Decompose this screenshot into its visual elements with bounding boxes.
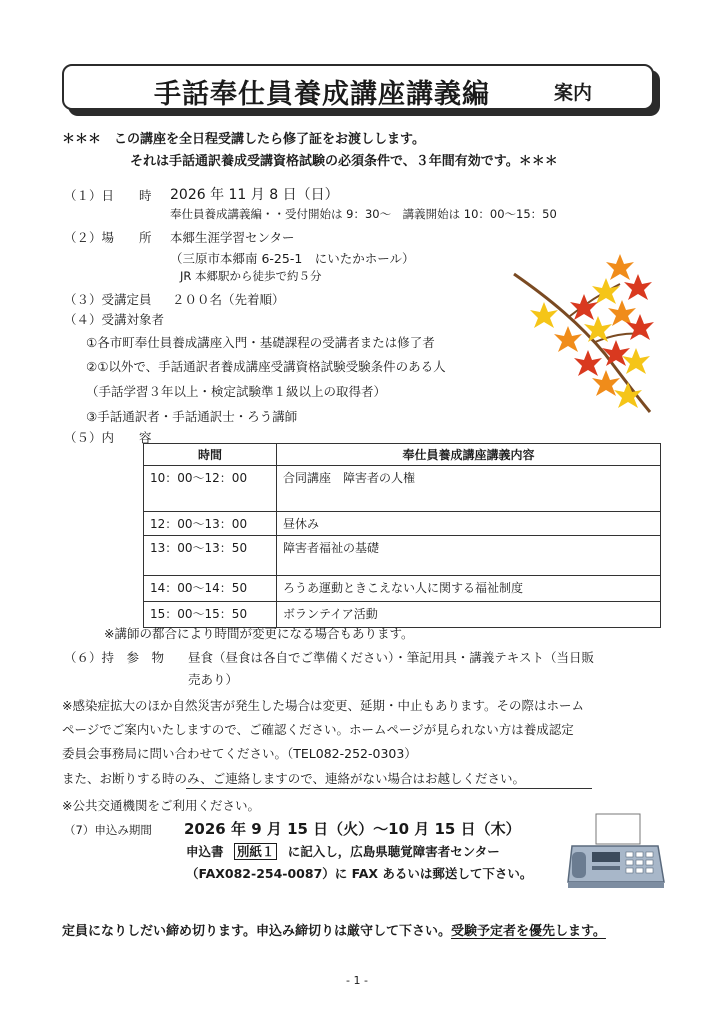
belongings-line-2: 売あり） [188,672,239,687]
fax-base [568,882,664,888]
application-line-2 [186,842,500,860]
place-label: （２）場 所 [64,230,152,245]
schedule-content: 障害者福祉の基礎 [277,536,661,576]
schedule-header-row [144,444,661,466]
table-row [144,466,661,512]
page-subtitle: 案内 [554,82,593,104]
schedule-header-content: 奉仕員養成講座講義内容 [277,444,661,466]
fax-keypad [626,852,653,873]
schedule-table [143,443,661,628]
application-label: （7）申込み期間 [64,823,152,837]
fax-paper [596,814,640,844]
fax-machine-illustration [566,812,666,892]
remarks-line-4: また、お断りする時のみ、ご連絡しますので、連絡がない場合はお越しください。 [62,771,526,786]
notice-line-2: それは手話通訳養成受講資格試験の必須条件で、３年間有効です。＊＊＊ [130,154,558,169]
schedule-time: 10：00～12：00 [144,466,277,512]
belongings-line-1: 昼食（昼食は各自でご準備ください）・筆記用具・講義テキスト（当日販 [188,650,595,665]
target-line-1: ①各市町奉仕員養成講座入門・基礎課程の受講者または修了者 [86,335,435,350]
place-value: 本郷生涯学習センター [170,230,295,245]
title-box [62,64,654,110]
place-address: （三原市本郷南 6-25-1 にいたかホール） [170,251,415,266]
place-access: JR 本郷駅から徒歩で約５分 [180,269,322,283]
schedule-time: 13：00～13：50 [144,536,277,576]
schedule-time: 12：00～13：00 [144,512,277,536]
schedule-content: 昼休み [277,512,661,536]
date-label: （１）日 時 [64,188,152,203]
fax-display [592,852,620,862]
remarks-line-1: ※感染症拡大のほか自然災害が発生した場合は変更、延期・中止もあります。その際はホーム [62,698,584,713]
content-label: （５）内 容 [64,430,152,445]
schedule-time: 14：00～14：50 [144,576,277,602]
schedule-content: ろうあ運動ときこえない人に関する福祉制度 [277,576,661,602]
remarks-line-5: ※公共交通機関をご利用ください。 [62,798,260,813]
remarks-line-3: 委員会事務局に問い合わせてください。（TEL082-252-0303） [62,746,417,761]
capacity-value: ２００名（先着順） [172,292,285,307]
application-period: 2026 年 9 月 15 日（火）～10 月 15 日（木） [184,820,521,838]
footer-notice [62,920,606,939]
remarks-underline [186,788,592,789]
table-row [144,512,661,536]
page-title: 手話奉仕員養成講座講義編 [154,79,490,110]
schedule-time: 15：00～15：50 [144,602,277,628]
capacity-label: （３）受講定員 [64,292,152,307]
belongings-label: （６）持 参 物 [64,650,165,665]
target-line-4: ③手話通訳者・手話通訳士・ろう講師 [86,409,298,424]
application-form-post: に記入し，広島県聴覚障害者センター [287,844,500,859]
leaf-cluster [530,254,654,408]
footer-priority-text: 受験予定者を優先します。 [450,924,606,939]
footer-text: 定員になりしだい締め切ります。申込み締切りは厳守して下さい。 [62,924,451,939]
application-form-ref: 別紙１ [234,843,278,860]
schedule-note: ※講師の都合により時間が変更になる場合もあります。 [104,626,414,641]
schedule-content: ボランテイア活動 [277,602,661,628]
table-row [144,536,661,576]
fax-handset [572,852,586,878]
notice-line-1: ＊＊＊ この講座を全日程受講したら修了証をお渡しします。 [62,132,425,147]
application-line-3: （FAX082-254-0087）に FAX あるいは郵送して下さい。 [186,866,533,881]
target-line-3: （手話学習３年以上・検定試験準１級以上の取得者） [86,384,387,399]
page-number: - 1 - [346,974,368,987]
remarks-line-2: ページでご案内いたしますので、ご確認ください。ホームページが見られない方は養成認定 [62,722,574,737]
target-label: （４）受講対象者 [64,312,165,327]
fax-slot [592,866,620,870]
schedule-content: 合同講座 障害者の人権 [277,466,661,512]
table-row [144,576,661,602]
date-detail: 奉仕員養成講義編・・受付開始は 9：30～ 講義開始は 10：00～15：50 [170,207,557,221]
date-value: 2026 年 11 月 8 日（日） [170,187,339,203]
application-form-text: 申込書 [186,844,224,859]
autumn-leaves-illustration [510,244,660,420]
schedule-header-time: 時間 [144,444,277,466]
target-line-2: ②①以外で、手話通訳者養成講座受講資格試験受験条件のある人 [86,359,446,374]
